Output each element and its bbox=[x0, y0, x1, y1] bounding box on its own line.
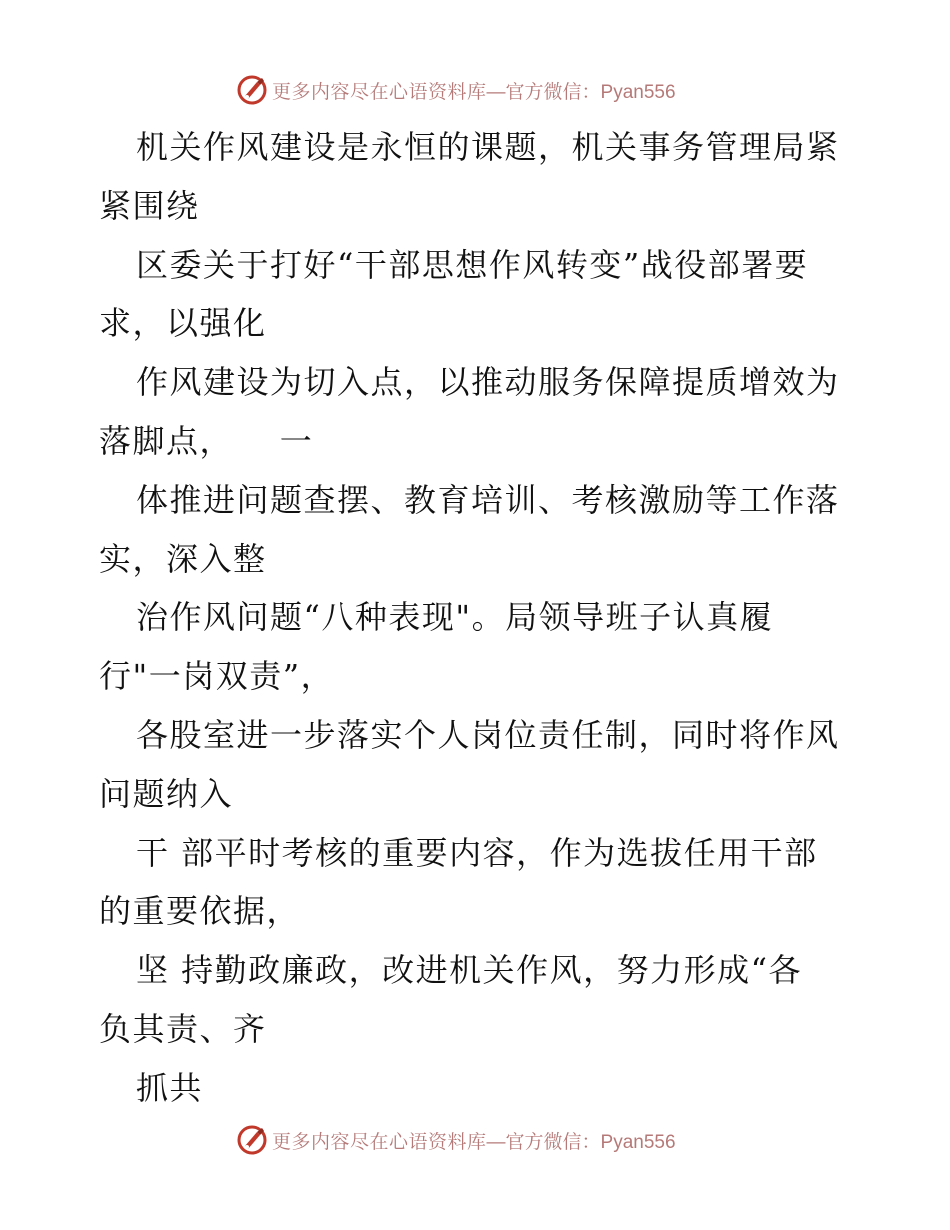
paragraph-line: 问题纳入 bbox=[99, 774, 234, 813]
paragraph-line: 体推进问题查摆、教育培训、考核激励等工作落 bbox=[136, 480, 840, 519]
paragraph-line: 各股室进一步落实个人岗位责任制，同时将作风 bbox=[136, 715, 840, 754]
paragraph-line: 实，深入整 bbox=[99, 539, 267, 578]
logo-icon bbox=[236, 74, 268, 106]
paragraph-line: 落脚点， 一 bbox=[99, 421, 314, 460]
paragraph-line: 抓共 bbox=[136, 1068, 204, 1107]
paragraph-line: 区委关于打好“干部思想作风转变”战役部署要 bbox=[136, 245, 809, 284]
paragraph-line: 坚 持勤政廉政，改进机关作风，努力形成“各 bbox=[136, 951, 803, 990]
paragraph-line: 的重要依据， bbox=[99, 892, 301, 931]
logo-icon bbox=[236, 1124, 268, 1156]
paragraph-line: 作风建设为切入点，以推动服务保障提质增效为 bbox=[136, 363, 840, 402]
banner-contact-text: —官方微信：Pyan556 bbox=[486, 1131, 676, 1153]
paragraph-line: 治作风问题“八种表现"。局领导班子认真履 bbox=[136, 598, 774, 637]
paragraph-line: 机关作风建设是永恒的课题，机关事务管理局紧 bbox=[136, 128, 840, 166]
paragraph-line: 负其责、齐 bbox=[99, 1009, 267, 1048]
banner-promo-text: 更多内容尽在心语资料库 bbox=[272, 1130, 487, 1153]
paragraph-line: 干 部平时考核的重要内容，作为选拔任用干部 bbox=[136, 833, 818, 872]
footer-banner bbox=[236, 1123, 676, 1157]
paragraph-line: 紧围绕 bbox=[99, 186, 200, 225]
paragraph-line: 求，以强化 bbox=[99, 304, 267, 343]
paragraph-line: 行"一岗双责”， bbox=[99, 657, 335, 696]
banner-contact-text: —官方微信：Pyan556 bbox=[486, 81, 676, 103]
document-body bbox=[99, 118, 859, 1118]
header-banner bbox=[236, 73, 676, 107]
banner-promo-text: 更多内容尽在心语资料库 bbox=[272, 80, 487, 103]
